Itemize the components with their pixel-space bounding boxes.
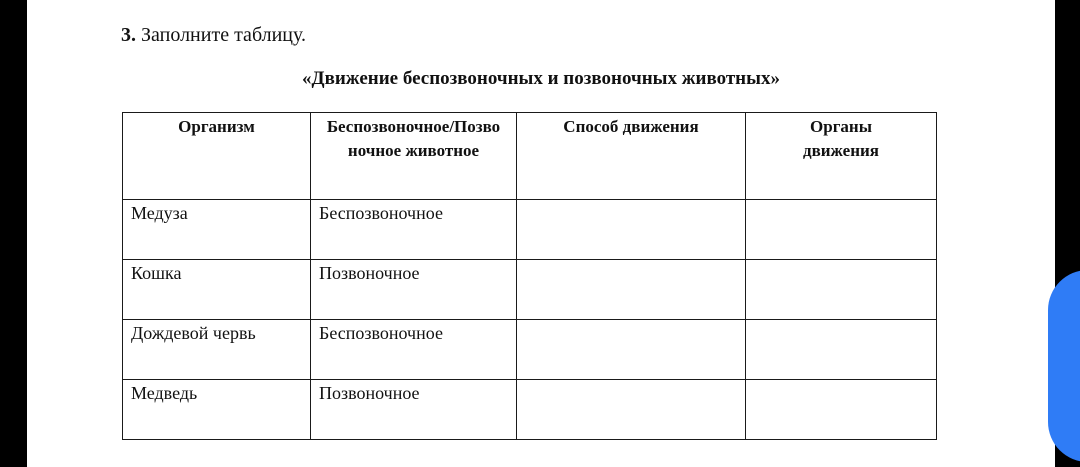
cell-movement-organs [746,380,937,440]
cell-type: Позвоночное [311,380,517,440]
cell-movement-method [517,260,746,320]
cell-movement-organs [746,320,937,380]
cell-movement-method [517,200,746,260]
task-heading [121,24,306,47]
document-page [27,0,1055,467]
cell-type: Позвоночное [311,260,517,320]
table-row [123,200,937,260]
cell-organism: Медведь [123,380,311,440]
side-panel-tab[interactable] [1048,270,1080,462]
table-row [123,380,937,440]
cell-movement-method [517,320,746,380]
table-title: «Движение беспозвоночных и позвоночных животных» [302,68,780,89]
cell-movement-organs [746,200,937,260]
header-vertebrate-type: Беспозвоночное/Позвоночное животное [311,113,517,200]
task-number: 3. [121,24,136,46]
header-organism: Организм [123,113,311,200]
header-movement-organs: Органы движения [746,113,937,200]
cell-organism: Дождевой червь [123,320,311,380]
cell-movement-method [517,380,746,440]
animals-table [122,112,937,440]
cell-movement-organs [746,260,937,320]
cell-type: Беспозвоночное [311,320,517,380]
header-movement-method: Способ движения [517,113,746,200]
task-instruction: Заполните таблицу. [141,24,306,46]
cell-organism: Кошка [123,260,311,320]
table-row [123,320,937,380]
cell-type: Беспозвоночное [311,200,517,260]
table-row [123,260,937,320]
table-header-row [123,113,937,200]
cell-organism: Медуза [123,200,311,260]
